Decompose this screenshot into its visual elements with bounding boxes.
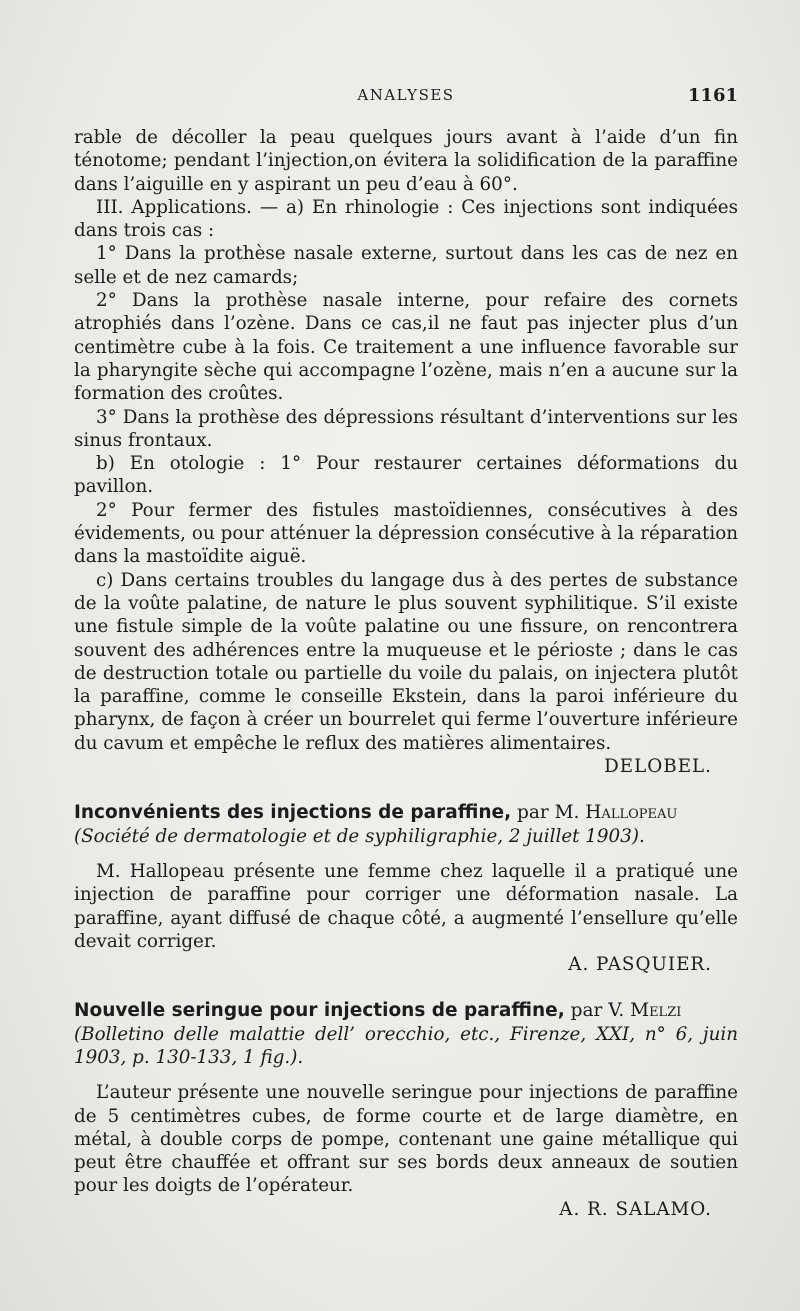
running-head: ANALYSES bbox=[357, 86, 455, 104]
signature: A. PASQUIER. bbox=[568, 954, 712, 976]
paragraph: b) En otologie : 1° Pour restaurer certaines déformations du pavillon. bbox=[74, 453, 738, 498]
paragraph: c) Dans certains troubles du langage dus à des pertes de substance de la voûte palatine, de nature le plus souvent syphilitique. S’il existe une fistule simple de la voûte palatine ou une fissure, on rencontrera souvent des adhérences entre la muqueuse et le périoste ; dans le cas de destruction totale ou partielle du voile du palais, on injectera plutôt la paraffine, comme le conseille Ekstein, dans la paroi inférieure du pharynx, de façon à créer un bourrelet qui ferme l’ouverture inférieure du cavum et empêche le reflux des matières alimentaires. bbox=[74, 569, 738, 754]
article-title-text: Inconvénients des injections de paraffine, bbox=[74, 802, 512, 824]
article-author: Melzi bbox=[630, 1000, 682, 1022]
article-title bbox=[74, 801, 738, 824]
paragraph: 2° Pour fermer des fistules mastoïdiennes, consécutives à des évidements, ou pour atténuer la dépression consécutive à la réparation dans la mastoïdite aiguë. bbox=[74, 499, 738, 568]
paragraph: rable de décoller la peau quelques jours avant à l’aide d’un fin ténotome; pendant l’injection,on évitera la solidification de la paraffine dans l’aiguille en y aspirant un peu d’eau à 60°. bbox=[74, 127, 738, 195]
paragraph: 2° Dans la prothèse nasale interne, pour refaire des cornets atrophiés dans l’ozène. Dans ce cas,il ne faut pas injecter plus d’un centimètre cube à la fois. Ce traitement a une influence favorable sur la pharyngite sèche qui accompagne l’ozène, mais n’en a aucune sur la formation des croûtes. bbox=[74, 290, 738, 405]
paragraph: 1° Dans la prothèse nasale externe, surtout dans les cas de nez en selle et de nez camards; bbox=[74, 243, 738, 288]
paragraph: L’auteur présente une nouvelle seringue pour injections de paraffine de 5 centimètres cubes, de forme courte et de large diamètre, en métal, à double corps de pompe, contenant une gaine métallique qui peut être chauffée et offrant sur ses bords deux anneaux de soutien pour les doigts de l’opérateur. bbox=[74, 1082, 738, 1197]
signature: A. R. SALAMO. bbox=[559, 1198, 712, 1220]
page-text bbox=[74, 126, 738, 1221]
page-header bbox=[74, 86, 738, 108]
signature: DELOBEL. bbox=[604, 756, 712, 778]
article-title-text: Nouvelle seringue pour injections de paraffine, bbox=[74, 1000, 565, 1022]
article-by: par M. bbox=[511, 802, 586, 824]
article-by: par V. bbox=[564, 1000, 631, 1022]
article-title bbox=[74, 999, 738, 1022]
paragraph: III. Applications. — a) En rhinologie : Ces injections sont indiquées dans trois cas : bbox=[74, 196, 738, 242]
paragraph: M. Hallopeau présente une femme chez laquelle il a pratiqué une injection de paraffine pour corriger une déformation nasale. La paraffine, ayant diffusé de chaque côté, a augmenté l’ensellure qu’elle devait corriger. bbox=[74, 860, 738, 952]
article-source: (Bolletino delle malattie dell’ orecchio, etc., Firenze, XXI, n° 6, juin 1903, p. 130-133, 1 fig.). bbox=[74, 1023, 738, 1068]
page-number: 1161 bbox=[687, 85, 738, 106]
article-author: Hallopeau bbox=[585, 802, 678, 824]
article-source: (Société de dermatologie et de syphiligraphie, 2 juillet 1903). bbox=[74, 825, 645, 847]
paragraph: 3° Dans la prothèse des dépressions résultant d’interventions sur les sinus frontaux. bbox=[74, 406, 738, 451]
